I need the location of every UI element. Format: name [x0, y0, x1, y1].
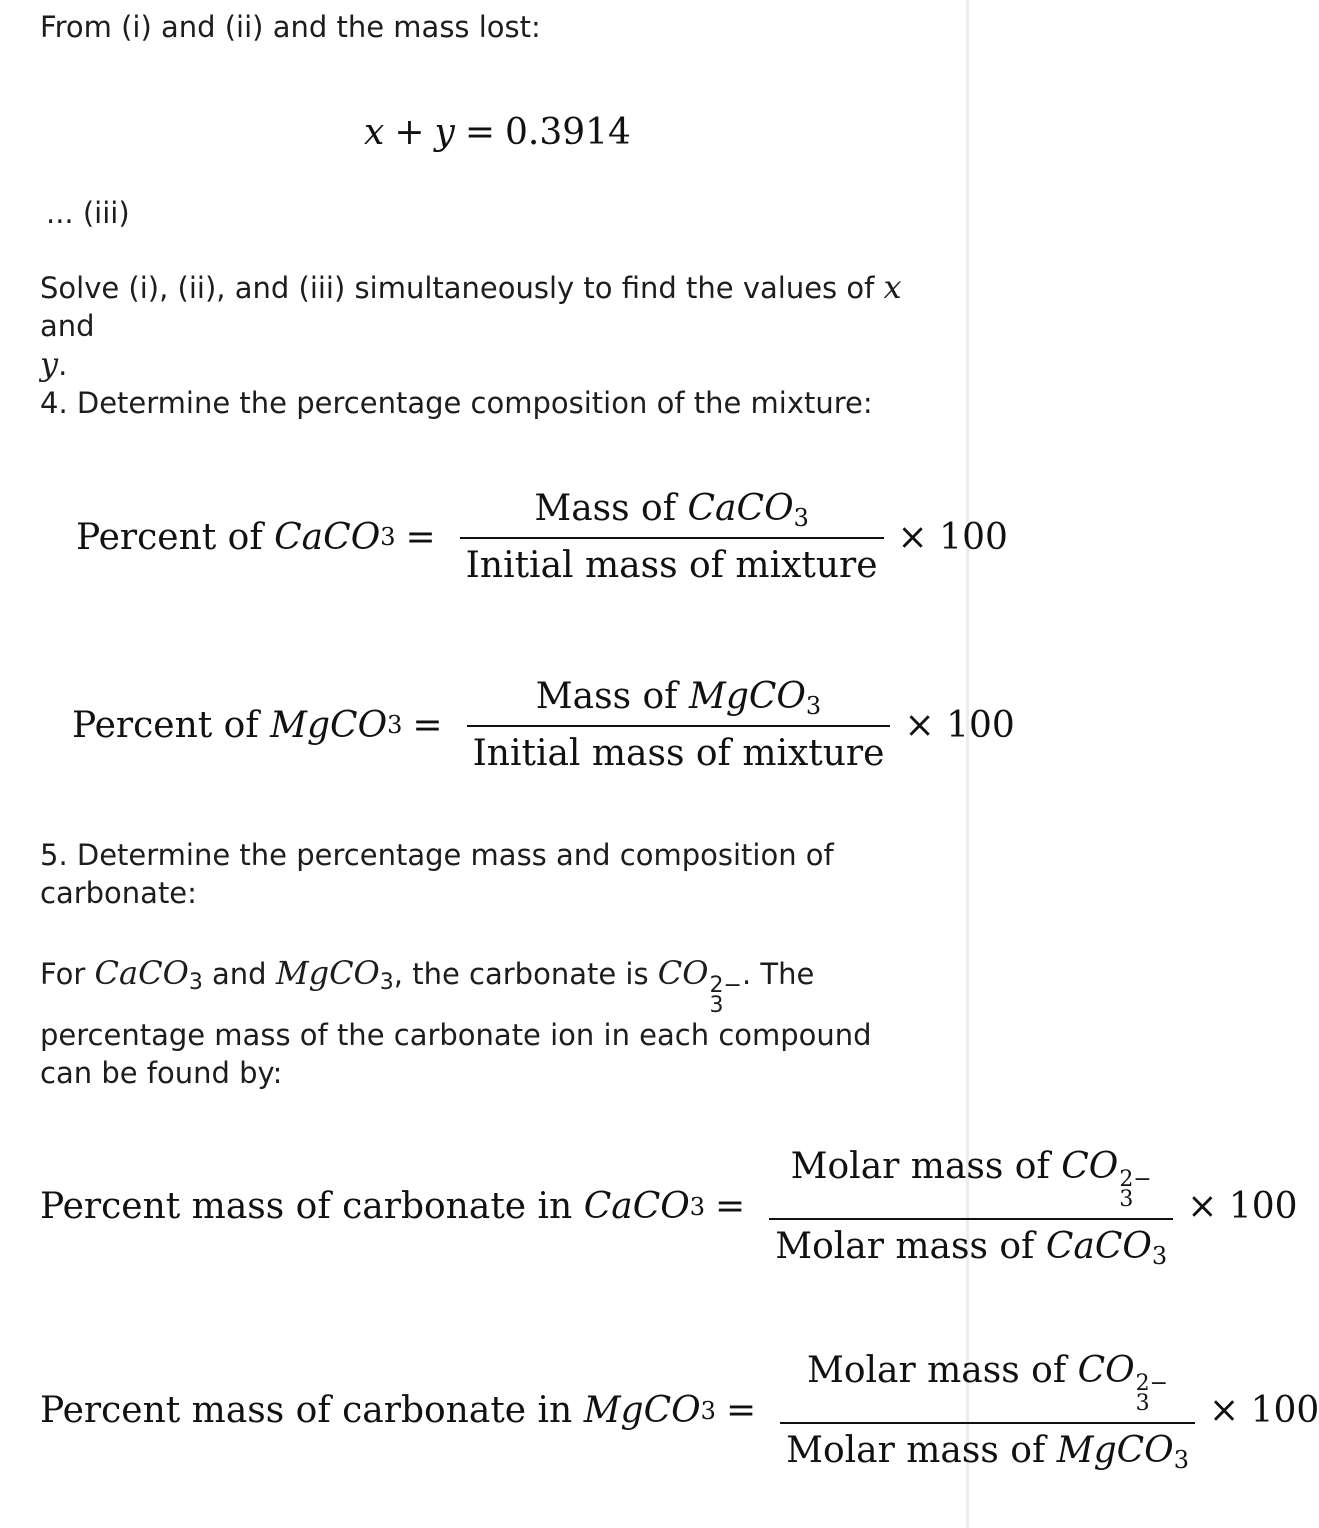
para-ion-sub: 3: [709, 993, 724, 1018]
equals-sign: =: [725, 1390, 757, 1431]
lhs-formula: MgCO: [583, 1390, 701, 1431]
lhs-formula: MgCO: [270, 704, 388, 746]
numerator-ion: CO: [1061, 1146, 1119, 1187]
lhs-label: Percent mass of carbonate in: [40, 1390, 573, 1431]
denominator-text: Molar mass of: [786, 1430, 1046, 1471]
numerator: [528, 488, 815, 537]
factor: 100: [1250, 1390, 1319, 1431]
solve-and: and: [40, 309, 95, 343]
para-rest: . The percentage mass of the carbonate ion in each compound can be found by:: [40, 957, 872, 1090]
solve-lead: Solve (i), (ii), and (iii) simultaneously to find the values of: [40, 271, 875, 305]
lhs-label: Percent mass of carbonate in: [40, 1186, 573, 1227]
equation-label-iii: ... (iii): [46, 196, 130, 230]
para-ion: CO: [657, 954, 709, 992]
para-ion-scripts: [709, 973, 742, 1018]
para-formula-caco3-sub: 3: [188, 970, 203, 995]
factor: 100: [939, 516, 1008, 558]
intro-text: From (i) and (ii) and the mass lost:: [40, 10, 541, 44]
lhs-label: Percent of: [76, 516, 263, 558]
solve-var-y: y: [40, 345, 59, 383]
step-5-heading: 5. Determine the percentage mass and composition of carbonate:: [40, 838, 834, 910]
fraction: [780, 1350, 1195, 1474]
para-mid: , the carbonate is: [393, 957, 649, 991]
denominator: [780, 1422, 1195, 1474]
para-for: For: [40, 957, 86, 991]
numerator-ion-sub: 3: [1135, 1391, 1150, 1416]
para-and: and: [212, 957, 267, 991]
lhs-formula: CaCO: [274, 516, 381, 558]
equation-percent-mgco3: Percent of MgCO 3 = $\frac{Mass of MgCO_3}{\text{Initial mass of mixture}}$ × 100: [72, 676, 1015, 774]
solve-text: [40, 268, 930, 384]
factor: 100: [1228, 1186, 1298, 1227]
numerator-ion: CO: [1077, 1350, 1135, 1391]
numerator-text: Mass of: [535, 676, 678, 717]
equation-percent-caco3: Percent of CaCO 3 = $\frac{Mass of CaCO_3}{\text{Initial mass of mixture}}$ × 100: [76, 488, 1008, 586]
denominator-formula: CaCO: [1045, 1226, 1152, 1267]
equals-sign: =: [412, 704, 443, 746]
numerator-formula: MgCO: [688, 676, 806, 717]
var-x: x: [364, 112, 385, 153]
fraction: [460, 488, 884, 586]
times-sign: ×: [904, 704, 935, 746]
equation-carbonate-mgco3: Percent mass of carbonate in MgCO 3 = Molar mass of CO 2− 3 Molar mass of MgCO$_3$ × 100: [40, 1350, 1319, 1474]
denominator-formula: MgCO: [1056, 1430, 1174, 1471]
var-y: y: [434, 112, 455, 153]
sum-value: 0.3914: [505, 112, 631, 153]
plus-sign: +: [394, 112, 425, 153]
numerator: [801, 1350, 1174, 1422]
numerator-subscript: 3: [793, 504, 809, 532]
numerator-text: Molar mass of: [790, 1146, 1050, 1187]
equals-sign: =: [464, 112, 495, 153]
denominator: Initial mass of mixture: [460, 537, 884, 586]
numerator-text: Molar mass of: [806, 1350, 1067, 1391]
lhs-formula: CaCO: [583, 1186, 690, 1227]
solve-period: .: [58, 348, 68, 382]
factor: 100: [946, 704, 1015, 746]
solve-var-x: x: [883, 268, 902, 306]
lhs-label: Percent of: [72, 704, 259, 746]
equation-iii: [364, 112, 631, 153]
numerator-ion-scripts: [1119, 1167, 1152, 1212]
numerator-subscript: 3: [805, 692, 822, 720]
fraction: [467, 676, 891, 774]
equation-carbonate-caco3: Percent mass of carbonate in CaCO 3 = Molar mass of CO 2− 3 Molar mass of CaCO$_3$ × 100: [40, 1146, 1298, 1270]
denominator: [769, 1218, 1173, 1270]
para-formula-mgco3-sub: 3: [379, 970, 394, 995]
numerator-ion-sup: 2−: [1119, 1167, 1152, 1192]
denominator: Initial mass of mixture: [467, 725, 891, 774]
numerator: [785, 1146, 1158, 1218]
times-sign: ×: [1187, 1186, 1218, 1227]
denominator-text: Molar mass of: [775, 1226, 1035, 1267]
step-4-heading: 4. Determine the percentage composition of the mixture:: [40, 386, 873, 420]
equals-sign: =: [405, 516, 436, 558]
para-ion-sup: 2−: [709, 973, 742, 998]
fraction: [769, 1146, 1173, 1270]
times-sign: ×: [1208, 1390, 1240, 1431]
denominator-subscript: 3: [1151, 1242, 1168, 1270]
numerator-ion-scripts: [1135, 1371, 1169, 1416]
numerator-formula: CaCO: [687, 488, 794, 529]
carbonate-paragraph: [40, 954, 920, 1092]
equals-sign: =: [715, 1186, 746, 1227]
para-formula-mgco3: MgCO: [275, 954, 380, 992]
times-sign: ×: [897, 516, 928, 558]
para-formula-caco3: CaCO: [94, 954, 189, 992]
numerator: [530, 676, 827, 725]
numerator-text: Mass of: [534, 488, 677, 529]
numerator-ion-sup: 2−: [1135, 1371, 1169, 1396]
numerator-ion-sub: 3: [1119, 1187, 1134, 1212]
denominator-subscript: 3: [1173, 1446, 1189, 1474]
